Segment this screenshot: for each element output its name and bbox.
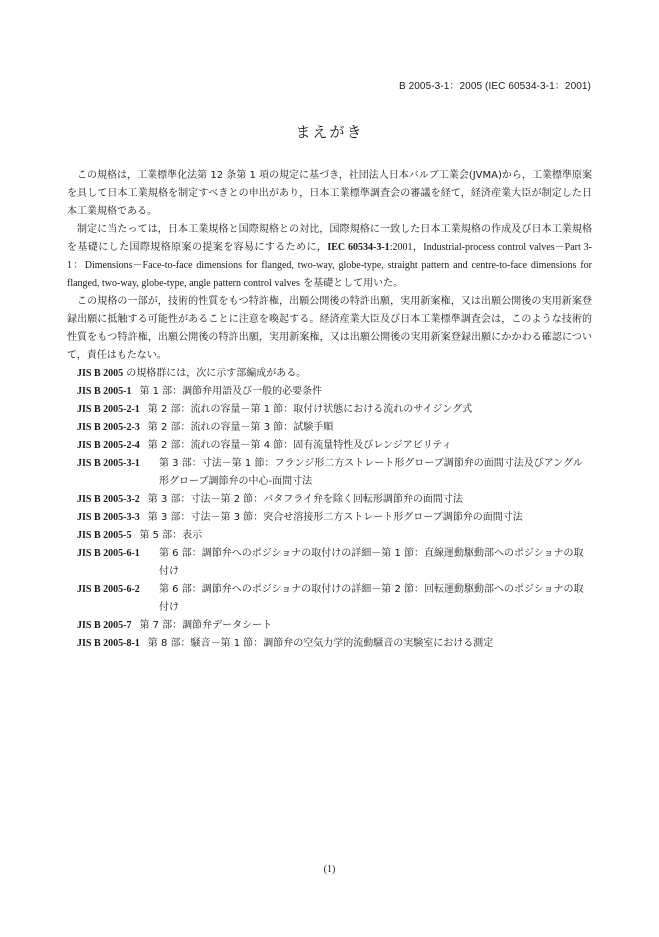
- list-item: [77, 491, 592, 509]
- document-reference: B 2005-3-1：2005 (IEC 60534-3-1：2001): [398, 81, 591, 92]
- iec-standard-year: :2001，: [389, 242, 424, 253]
- page-title: まえがき: [295, 123, 364, 141]
- part-title: 第 2 部：流れの容量－第 4 節：固有流量特性及びレンジアビリティ: [147, 440, 452, 451]
- part-title: 第 3 部：寸法－第 2 節：バタフライ弁を除く回転形調節弁の面間寸法: [147, 494, 463, 505]
- part-title: 第 3 部：寸法－第 3 節：突合せ溶接形二方ストレート形グローブ調節弁の面間寸法: [147, 512, 523, 523]
- list-item: [77, 545, 592, 581]
- part-title: 第 8 部：騒音－第 1 節：調節弁の空気力学的流動騒音の実験室における測定: [147, 638, 494, 649]
- part-id: JIS B 2005-1: [77, 386, 132, 397]
- part-title: 第 5 部：表示: [139, 530, 203, 541]
- paragraph-correspondence: [67, 221, 592, 293]
- list-item: [77, 419, 592, 437]
- list-item: [77, 509, 592, 527]
- series-intro-text: の規格群には，次に示す部編成がある。: [123, 368, 307, 379]
- series-id: JIS B 2005: [77, 368, 124, 379]
- part-id: JIS B 2005-2-1: [77, 404, 140, 415]
- part-title: 第 2 部：流れの容量－第 3 節：試験手順: [147, 422, 334, 433]
- list-item: [77, 617, 592, 635]
- part-id: JIS B 2005-6-2: [77, 584, 140, 595]
- part-id: JIS B 2005-3-2: [77, 494, 140, 505]
- preface-body: [67, 167, 592, 653]
- part-id: JIS B 2005-2-4: [77, 440, 140, 451]
- iec-standard-title: Industrial-process control valves－Part 3-1：Dimensions－Face-to-face dimensions for flanged, two-way, globe-type, straight pattern and centre-to-face dimensions for flanged, two-way, globe-type, angle pattern control valves: [67, 242, 592, 289]
- part-id: JIS B 2005-3-1: [77, 458, 140, 469]
- part-title: 第 2 部：流れの容量－第 1 節：取付け状態における流れのサイジング式: [147, 404, 473, 415]
- paragraph-series-intro: [67, 365, 592, 383]
- part-id: JIS B 2005-2-3: [77, 422, 140, 433]
- paragraph-correspondence-intro: 制定に当たっては，日本工業規格と国際規格との対比，国際規格に一致した日本工業規格の作成及び日本工業規格を基礎にした国際規格原案の提案を容易にするために，: [67, 224, 592, 253]
- list-item: [77, 455, 592, 491]
- list-item: [77, 383, 592, 401]
- part-id: JIS B 2005-3-3: [77, 512, 140, 523]
- part-title: 第 7 部：調節弁データシート: [139, 620, 273, 631]
- page-number: (1): [323, 864, 336, 875]
- part-title: 第 3 部：寸法－第 1 節：フランジ形二方ストレート形グローブ調節弁の面間寸法及びアングル形グローブ調節弁の中心-面間寸法: [159, 458, 583, 487]
- list-item: [77, 437, 592, 455]
- part-title: 第 1 部：調節弁用語及び一般的必要条件: [139, 386, 323, 397]
- paragraph-establishment: この規格は，工業標準化法第 12 条第 1 項の規定に基づき，社団法人日本バルブ工業会(JVMA)から，工業標準原案を具して日本工業規格を制定すべきとの申出があり，日本工業標準調査会の審議を経て，経済産業大臣が制定した日本工業規格である。: [67, 170, 592, 217]
- part-id: JIS B 2005-5: [77, 530, 132, 541]
- list-item: [77, 635, 592, 653]
- paragraph-patent-notice: この規格の一部が，技術的性質をもつ特許権，出願公開後の特許出願，実用新案権，又は出願公開後の実用新案登録出願に抵触する可能性があることに注意を喚起する。経済産業大臣及び日本工業標準調査会は，このような技術的性質をもつ特許権，出願公開後の特許出願，実用新案権，又は出願公開後の実用新案登録出願にかかわる確認について，責任はもたない。: [67, 296, 592, 361]
- iec-standard-id: IEC 60534-3-1: [327, 242, 390, 253]
- list-item: [77, 401, 592, 419]
- paragraph-correspondence-end: を基礎として用いた。: [299, 278, 404, 289]
- parts-list: [67, 383, 592, 653]
- list-item: [77, 581, 592, 617]
- part-title: 第 6 部：調節弁へのポジショナの取付けの詳細－第 2 節：回転運動駆動部へのポジショナの取付け: [159, 584, 584, 613]
- part-id: JIS B 2005-8-1: [77, 638, 140, 649]
- list-item: [77, 527, 592, 545]
- part-id: JIS B 2005-7: [77, 620, 132, 631]
- part-id: JIS B 2005-6-1: [77, 548, 140, 559]
- part-title: 第 6 部：調節弁へのポジショナの取付けの詳細－第 1 節：直線運動駆動部へのポジショナの取付け: [159, 548, 584, 577]
